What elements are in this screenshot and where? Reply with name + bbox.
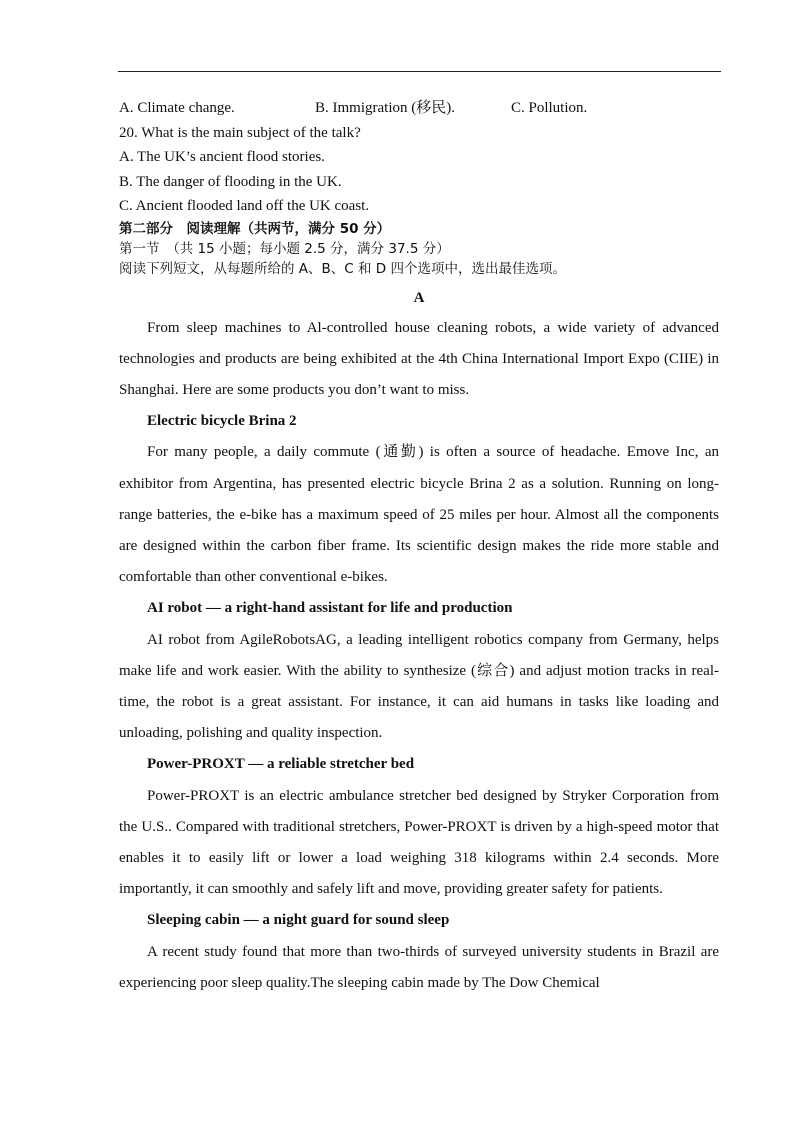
option-c: C. Pollution. — [511, 100, 588, 116]
passage-label: A — [413, 289, 425, 306]
item-body: AI robot from AgileRobotsAG, a leading intelligent robotics company from Germany, helps make life and work easier. With the ability to synthesize (综合) and adjust motion tracks in real-time, the robot is a great assistant. For instance, it can aid humans in tasks like loading and unloading, polishing and quality inspection. — [119, 631, 719, 742]
option-b: B. Immigration (移民). — [315, 100, 455, 116]
question-19-options — [119, 96, 719, 121]
item-heading: AI robot — a right-hand assistant for life and production — [147, 600, 513, 617]
question-20: 20. What is the main subject of the talk? — [119, 124, 361, 141]
question-20-option-a: A. The UK’s ancient flood stories. — [119, 149, 325, 165]
question-20-option-b: B. The danger of flooding in the UK. — [119, 173, 342, 190]
part-title: 第二部分 阅读理解（共两节，满分 50 分） — [119, 220, 391, 237]
item-body: For many people, a daily commute (通勤) is often a source of headache. Emove Inc, an exhibitor from Argentina, has presented electric bicycle Brina 2 as a solution. Running on long-range batteries, the e-bike has a maximum speed of 25 miles per hour. Almost all the components are designed within the carbon fiber frame. Its scientific design makes the ride more stable and comfortable than other conventional e-bikes. — [119, 444, 719, 586]
item-body: Power-PROXT is an electric ambulance stretcher bed designed by Stryker Corporation from the U.S.. Compared with traditional stretchers, Power-PROXT is driven by a high-speed motor that enables it to easily lift or lower a load weighing 318 kilograms within 2.4 seconds. More importantly, it can smoothly and safely lift and move, providing greater safety for patients. — [119, 787, 719, 898]
item-heading: Electric bicycle Brina 2 — [147, 413, 297, 430]
option-a: A. Climate change. — [119, 100, 235, 116]
question-20-option-c: C. Ancient flooded land off the UK coast. — [119, 198, 370, 214]
section-title: 第一节 （共 15 小题；每小题 2.5 分，满分 37.5 分） — [119, 240, 450, 257]
instructions: 阅读下列短文，从每题所给的 A、B、C 和 D 四个选项中，选出最佳选项。 — [119, 260, 566, 277]
item-heading: Sleeping cabin — a night guard for sound sleep — [147, 912, 450, 929]
item-body: A recent study found that more than two-thirds of surveyed university students in Brazil are experiencing poor sleep quality.The sleeping cabin made by The Dow Chemical — [119, 943, 719, 991]
header-rule — [118, 71, 721, 72]
page-content — [119, 96, 719, 999]
passage-intro: From sleep machines to Al-controlled house cleaning robots, a wide variety of advanced technologies and products are being exhibited at the 4th China International Import Expo (CIIE) in Shanghai. Here are some products you don’t want to miss. — [119, 319, 719, 398]
item-heading: Power-PROXT — a reliable stretcher bed — [147, 756, 415, 773]
